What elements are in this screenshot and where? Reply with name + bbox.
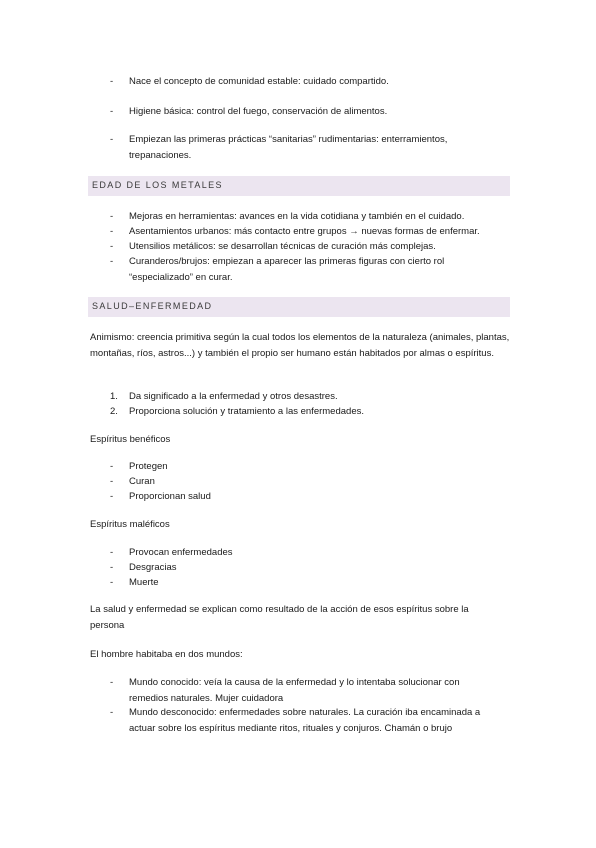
bullet-dash: - (110, 491, 114, 502)
list-item-text: Asentamientos urbanos: más contacto entre grupos → nuevas formas de enfermar. (129, 226, 480, 237)
list-item-text: Curanderos/brujos: empiezan a aparecer las primeras figuras con cierto rol “especializado” en curar. (129, 256, 445, 283)
section-heading-band (88, 176, 510, 196)
list-item-text: Curan (129, 476, 155, 487)
beneficos-title: Espíritus benéficos (90, 434, 171, 445)
section-heading-band (88, 297, 510, 317)
list-item-text: Muerte (129, 577, 159, 588)
bullet-dash: - (110, 256, 114, 267)
list-item-text: Proporcionan salud (129, 491, 211, 502)
bullet-dash: - (110, 106, 114, 117)
bullet-dash: - (110, 476, 114, 487)
item-number: 1. (110, 391, 118, 402)
bullet-dash: - (110, 241, 114, 252)
list-item-text: Protegen (129, 461, 168, 472)
item-number: 2. (110, 406, 118, 417)
bullet-dash: - (110, 707, 114, 718)
section-heading: SALUD–ENFERMEDAD (92, 301, 213, 311)
numbered-item-text: Da significado a la enfermedad y otros desastres. (129, 391, 338, 402)
list-item-text: Empiezan las primeras prácticas “sanitarias” rudimentarias: enterramientos, trepanaciones. (129, 134, 448, 161)
section-heading: EDAD DE LOS METALES (92, 180, 223, 190)
conclusion-paragraph: La salud y enfermedad se explican como resultado de la acción de esos espíritus sobre la persona (90, 604, 469, 631)
list-item-text: Nace el concepto de comunidad estable: cuidado compartido. (129, 76, 389, 87)
bullet-dash: - (110, 562, 114, 573)
list-item-text: Mundo desconocido: enfermedades sobre naturales. La curación iba encaminada a actuar sobre los espíritus mediante ritos, rituales y conjuros. Chamán o brujo (129, 707, 481, 734)
bullet-dash: - (110, 547, 114, 558)
bullet-dash: - (110, 76, 114, 87)
bullet-dash: - (110, 134, 114, 145)
list-item-text: Desgracias (129, 562, 177, 573)
maleficos-title: Espíritus maléficos (90, 519, 170, 530)
bullet-dash: - (110, 226, 114, 237)
list-item-text: Mundo conocido: veía la causa de la enfermedad y lo intentaba solucionar con remedios naturales. Mujer cuidadora (129, 677, 460, 704)
mundos-intro: El hombre habitaba en dos mundos: (90, 649, 243, 660)
list-item-text: Mejoras en herramientas: avances en la vida cotidiana y también en el cuidado. (129, 211, 465, 222)
bullet-dash: - (110, 461, 114, 472)
bullet-dash: - (110, 211, 114, 222)
numbered-item-text: Proporciona solución y tratamiento a las enfermedades. (129, 406, 364, 417)
list-item-text: Utensilios metálicos: se desarrollan técnicas de curación más complejas. (129, 241, 436, 252)
animismo-paragraph: Animismo: creencia primitiva según la cual todos los elementos de la naturaleza (animales, plantas, montañas, ríos, astros...) y también el propio ser humano están habitados por almas o espíritus. (90, 332, 510, 359)
bullet-dash: - (110, 577, 114, 588)
list-item-text: Provocan enfermedades (129, 547, 233, 558)
bullet-dash: - (110, 677, 114, 688)
list-item-text: Higiene básica: control del fuego, conservación de alimentos. (129, 106, 388, 117)
